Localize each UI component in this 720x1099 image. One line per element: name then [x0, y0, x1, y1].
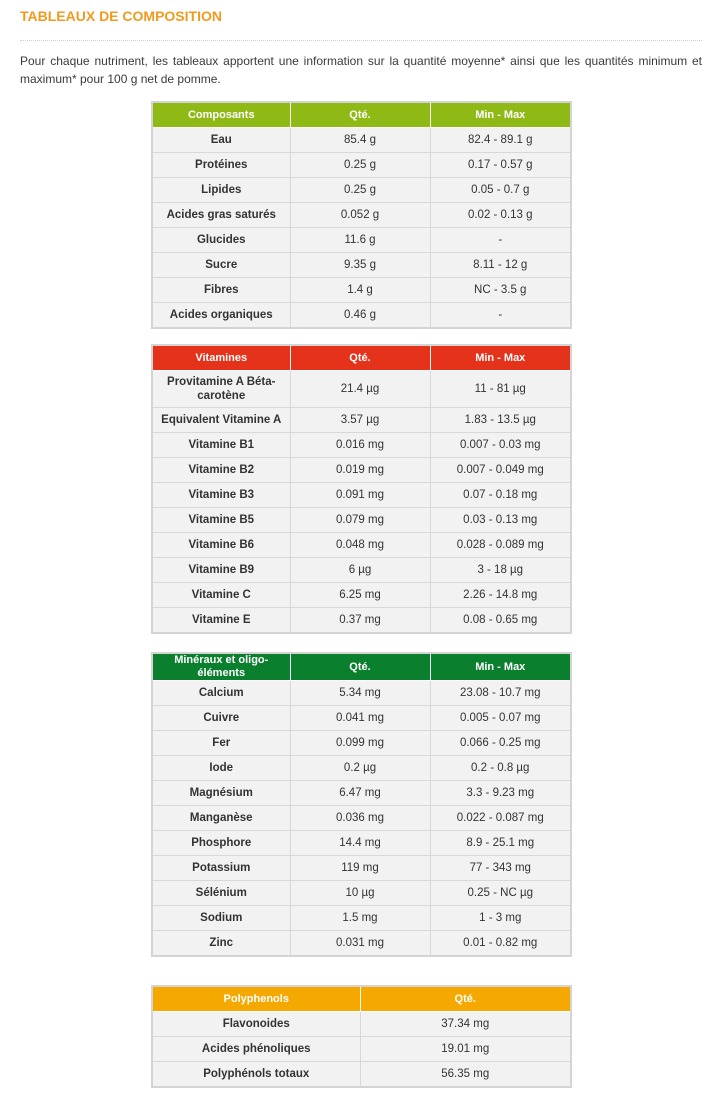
nutrient-name-cell: Flavonoides — [152, 1012, 360, 1037]
table-row — [152, 128, 571, 153]
column-header: Vitamines — [152, 345, 290, 371]
quantity-cell: 21.4 µg — [290, 371, 430, 408]
column-header: Qté. — [290, 345, 430, 371]
table-row — [152, 806, 571, 831]
table-header-row — [152, 986, 571, 1012]
range-cell: - — [430, 228, 571, 253]
column-header: Qté. — [290, 653, 430, 681]
quantity-cell: 0.25 g — [290, 153, 430, 178]
nutrient-name-cell: Cuivre — [152, 706, 290, 731]
table-header-row — [152, 653, 571, 681]
table-row — [152, 458, 571, 483]
range-cell: 3 - 18 µg — [430, 558, 571, 583]
range-cell: 8.9 - 25.1 mg — [430, 831, 571, 856]
composants-table — [151, 101, 572, 329]
table-row — [152, 706, 571, 731]
nutrient-name-cell: Vitamine E — [152, 608, 290, 634]
nutrient-name-cell: Sucre — [152, 253, 290, 278]
table-row — [152, 178, 571, 203]
range-cell: NC - 3.5 g — [430, 278, 571, 303]
range-cell: 0.022 - 0.087 mg — [430, 806, 571, 831]
table-row — [152, 1062, 571, 1088]
quantity-cell: 0.019 mg — [290, 458, 430, 483]
divider — [20, 40, 702, 41]
quantity-cell: 85.4 g — [290, 128, 430, 153]
table-row — [152, 483, 571, 508]
nutrient-name-cell: Potassium — [152, 856, 290, 881]
nutrient-name-cell: Sélénium — [152, 881, 290, 906]
table-row — [152, 278, 571, 303]
range-cell: 0.007 - 0.049 mg — [430, 458, 571, 483]
table-header-row — [152, 345, 571, 371]
nutrient-name-cell: Acides gras saturés — [152, 203, 290, 228]
nutrient-name-cell: Vitamine B2 — [152, 458, 290, 483]
nutrient-name-cell: Phosphore — [152, 831, 290, 856]
quantity-cell: 14.4 mg — [290, 831, 430, 856]
quantity-cell: 0.2 µg — [290, 756, 430, 781]
quantity-cell: 6 µg — [290, 558, 430, 583]
column-header: Min - Max — [430, 653, 571, 681]
table-row — [152, 583, 571, 608]
nutrient-name-cell: Magnésium — [152, 781, 290, 806]
nutrient-name-cell: Acides organiques — [152, 303, 290, 329]
range-cell: 82.4 - 89.1 g — [430, 128, 571, 153]
quantity-cell: 0.099 mg — [290, 731, 430, 756]
table-row — [152, 203, 571, 228]
table-row — [152, 508, 571, 533]
nutrient-name-cell: Fer — [152, 731, 290, 756]
table-row — [152, 408, 571, 433]
range-cell: 1 - 3 mg — [430, 906, 571, 931]
nutrient-name-cell: Calcium — [152, 681, 290, 706]
quantity-cell: 1.4 g — [290, 278, 430, 303]
polyphenols-table — [151, 985, 572, 1088]
page-title: TABLEAUX DE COMPOSITION — [20, 8, 222, 24]
column-header: Qté. — [290, 102, 430, 128]
quantity-cell: 0.079 mg — [290, 508, 430, 533]
range-cell: 0.25 - NC µg — [430, 881, 571, 906]
table-row — [152, 608, 571, 634]
mineraux-table — [151, 652, 572, 957]
table-header-row — [152, 102, 571, 128]
quantity-cell: 0.052 g — [290, 203, 430, 228]
nutrient-name-cell: Fibres — [152, 278, 290, 303]
quantity-cell: 0.041 mg — [290, 706, 430, 731]
nutrient-name-cell: Polyphénols totaux — [152, 1062, 360, 1088]
range-cell: 0.01 - 0.82 mg — [430, 931, 571, 957]
range-cell: 0.066 - 0.25 mg — [430, 731, 571, 756]
nutrient-name-cell: Lipides — [152, 178, 290, 203]
quantity-cell: 11.6 g — [290, 228, 430, 253]
quantity-cell: 0.37 mg — [290, 608, 430, 634]
table-row — [152, 1037, 571, 1062]
table-row — [152, 228, 571, 253]
range-cell: 2.26 - 14.8 mg — [430, 583, 571, 608]
quantity-cell: 3.57 µg — [290, 408, 430, 433]
nutrient-name-cell: Acides phénoliques — [152, 1037, 360, 1062]
range-cell: - — [430, 303, 571, 329]
quantity-cell: 0.25 g — [290, 178, 430, 203]
table-row — [152, 533, 571, 558]
table-row — [152, 906, 571, 931]
quantity-cell: 37.34 mg — [360, 1012, 571, 1037]
column-header: Polyphenols — [152, 986, 360, 1012]
nutrient-name-cell: Protéines — [152, 153, 290, 178]
nutrient-name-cell: Vitamine B6 — [152, 533, 290, 558]
range-cell: 0.17 - 0.57 g — [430, 153, 571, 178]
range-cell: 0.03 - 0.13 mg — [430, 508, 571, 533]
nutrient-name-cell: Vitamine B1 — [152, 433, 290, 458]
quantity-cell: 0.016 mg — [290, 433, 430, 458]
quantity-cell: 10 µg — [290, 881, 430, 906]
range-cell: 0.005 - 0.07 mg — [430, 706, 571, 731]
quantity-cell: 0.46 g — [290, 303, 430, 329]
range-cell: 1.83 - 13.5 µg — [430, 408, 571, 433]
quantity-cell: 5.34 mg — [290, 681, 430, 706]
nutrient-name-cell: Zinc — [152, 931, 290, 957]
table-row — [152, 371, 571, 408]
quantity-cell: 19.01 mg — [360, 1037, 571, 1062]
table-row — [152, 433, 571, 458]
nutrient-name-cell: Manganèse — [152, 806, 290, 831]
quantity-cell: 6.47 mg — [290, 781, 430, 806]
table-row — [152, 1012, 571, 1037]
range-cell: 0.028 - 0.089 mg — [430, 533, 571, 558]
range-cell: 0.07 - 0.18 mg — [430, 483, 571, 508]
quantity-cell: 6.25 mg — [290, 583, 430, 608]
range-cell: 0.08 - 0.65 mg — [430, 608, 571, 634]
table-row — [152, 881, 571, 906]
range-cell: 0.05 - 0.7 g — [430, 178, 571, 203]
nutrient-name-cell: Equivalent Vitamine A — [152, 408, 290, 433]
quantity-cell: 0.091 mg — [290, 483, 430, 508]
table-row — [152, 931, 571, 957]
nutrient-name-cell: Sodium — [152, 906, 290, 931]
quantity-cell: 9.35 g — [290, 253, 430, 278]
range-cell: 0.02 - 0.13 g — [430, 203, 571, 228]
quantity-cell: 0.048 mg — [290, 533, 430, 558]
vitamines-table — [151, 344, 572, 634]
nutrient-name-cell: Iode — [152, 756, 290, 781]
range-cell: 23.08 - 10.7 mg — [430, 681, 571, 706]
range-cell: 77 - 343 mg — [430, 856, 571, 881]
table-row — [152, 756, 571, 781]
column-header: Min - Max — [430, 102, 571, 128]
range-cell: 0.007 - 0.03 mg — [430, 433, 571, 458]
column-header: Qté. — [360, 986, 571, 1012]
table-row — [152, 558, 571, 583]
nutrient-name-cell: Vitamine B5 — [152, 508, 290, 533]
table-row — [152, 731, 571, 756]
nutrient-name-cell: Vitamine B3 — [152, 483, 290, 508]
table-row — [152, 303, 571, 329]
nutrient-name-cell: Vitamine C — [152, 583, 290, 608]
quantity-cell: 119 mg — [290, 856, 430, 881]
intro-paragraph: Pour chaque nutriment, les tableaux apportent une information sur la quantité moyenne* ainsi que les quantités minimum et maximum* pour 100 g net de pomme. — [20, 54, 702, 86]
table-row — [152, 681, 571, 706]
range-cell: 8.11 - 12 g — [430, 253, 571, 278]
quantity-cell: 0.031 mg — [290, 931, 430, 957]
table-row — [152, 831, 571, 856]
quantity-cell: 1.5 mg — [290, 906, 430, 931]
table-row — [152, 856, 571, 881]
column-header: Minéraux et oligo-éléments — [152, 653, 290, 681]
quantity-cell: 0.036 mg — [290, 806, 430, 831]
nutrient-name-cell: Vitamine B9 — [152, 558, 290, 583]
range-cell: 11 - 81 µg — [430, 371, 571, 408]
column-header: Composants — [152, 102, 290, 128]
quantity-cell: 56.35 mg — [360, 1062, 571, 1088]
nutrient-name-cell: Eau — [152, 128, 290, 153]
range-cell: 3.3 - 9.23 mg — [430, 781, 571, 806]
range-cell: 0.2 - 0.8 µg — [430, 756, 571, 781]
table-row — [152, 781, 571, 806]
table-row — [152, 153, 571, 178]
nutrient-name-cell: Glucides — [152, 228, 290, 253]
table-row — [152, 253, 571, 278]
nutrient-name-cell: Provitamine A Béta-carotène — [152, 371, 290, 408]
column-header: Min - Max — [430, 345, 571, 371]
